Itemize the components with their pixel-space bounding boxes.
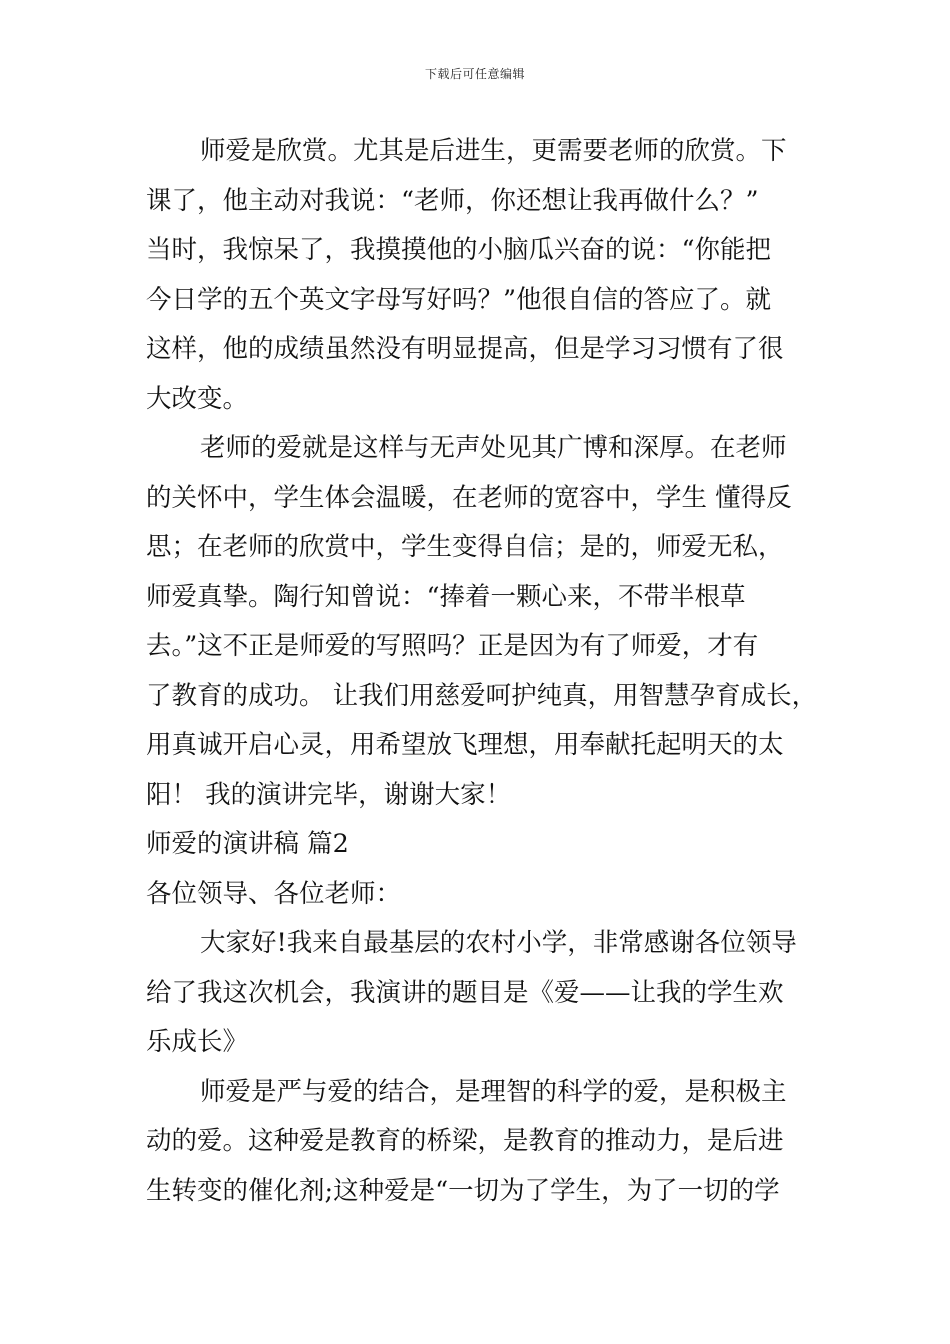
document-body <box>146 127 836 1216</box>
text-line: 生转变的催化剂;这种爱是“一切为了学生，为了一切的学 <box>146 1175 780 1206</box>
text-line: 师爱真挚。陶行知曾说：“捧着一颗心来，不带半根草 <box>146 581 746 612</box>
text-line: 今日学的五个英文字母写好吗？”他很自信的答应了。就 <box>146 284 772 315</box>
text-line: 动的爱。这种爱是教育的桥梁，是教育的推动力，是后进 <box>146 1126 784 1156</box>
text-line: 大改变。 <box>146 383 249 414</box>
text-line: 思；在老师的欣赏中，学生变得自信；是的，师爱无私， <box>146 532 784 562</box>
salutation: 各位领导、各位老师： <box>146 878 402 909</box>
text-line: 给了我这次机会，我演讲的题目是《爱——让我的学生欢 <box>146 977 784 1008</box>
text-line: 阳！ 我的演讲完毕，谢谢大家！ <box>146 779 512 810</box>
text-line: 课了，他主动对我说：“老师，你还想让我再做什么？” <box>146 185 759 216</box>
text-line: 去。”这不正是师爱的写照吗？正是因为有了师爱，才有 <box>146 631 759 661</box>
text-line: 师爱是严与爱的结合，是理智的科学的爱，是积极主 <box>200 1076 787 1107</box>
page-header-note: 下载后可任意编辑 <box>424 67 525 81</box>
text-line: 了教育的成功。 让我们用慈爱呵护纯真，用智慧孕育成长， <box>146 680 818 711</box>
text-line: 大家好!我来自最基层的农村小学，非常感谢各位领导 <box>200 928 797 958</box>
text-line: 老师的爱就是这样与无声处见其广博和深厚。在老师 <box>200 433 787 463</box>
text-line: 当时，我惊呆了，我摸摸他的小脑瓜兴奋的说：“你能把 <box>146 235 772 265</box>
text-line: 用真诚开启心灵，用希望放飞理想，用奉献托起明天的太 <box>146 730 784 760</box>
text-line: 乐成长》 <box>146 1027 249 1057</box>
text-line: 的关怀中，学生体会温暖，在老师的宽容中，学生 懂得反 <box>146 482 792 513</box>
text-line: 师爱是欣赏。尤其是后进生，更需要老师的欣赏。下 <box>200 136 787 166</box>
section-heading: 师爱的演讲稿 篇2 <box>146 829 349 859</box>
text-line: 这样，他的成绩虽然没有明显提高，但是学习习惯有了很 <box>146 334 784 364</box>
